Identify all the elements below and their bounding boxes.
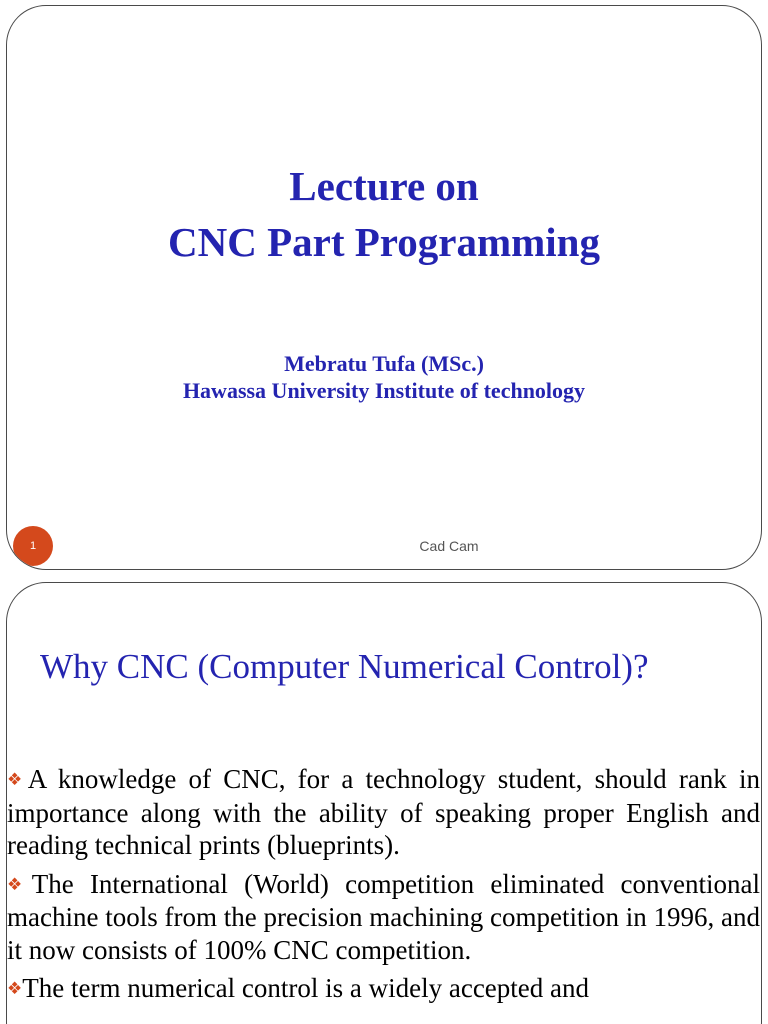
slide-heading: Why CNC (Computer Numerical Control)? [40,647,649,686]
author-block [7,350,761,404]
author-name: Mebratu Tufa (MSc.) [284,351,484,376]
title-slide [6,5,762,570]
diamond-bullet-icon: ❖ [7,770,28,789]
author-institution: Hawassa University Institute of technology [182,378,586,403]
diamond-bullet-icon: ❖ [7,874,32,894]
bullet-text: The International (World) competition eliminated conventional machine tools from the precision machining competition in 1996, and it now consists of 100% CNC competition. [7,868,760,965]
slide-title [7,158,761,270]
list-item [7,972,760,1006]
list-item [7,763,760,862]
title-line-2: CNC Part Programming [168,219,600,265]
content-slide [6,582,762,1024]
slide-number-badge: 1 [13,526,53,566]
bullet-text: A knowledge of CNC, for a technology student, should rank in importance along with the ability of speaking proper English and reading technical prints (blueprints). [7,764,760,860]
bullet-list [7,763,760,1012]
diamond-bullet-icon: ❖ [7,979,23,998]
list-item [7,868,760,967]
bullet-text: The term numerical control is a widely accepted and [22,973,590,1003]
title-line-1: Lecture on [289,163,479,209]
slide-footer: Cad Cam [419,538,479,554]
